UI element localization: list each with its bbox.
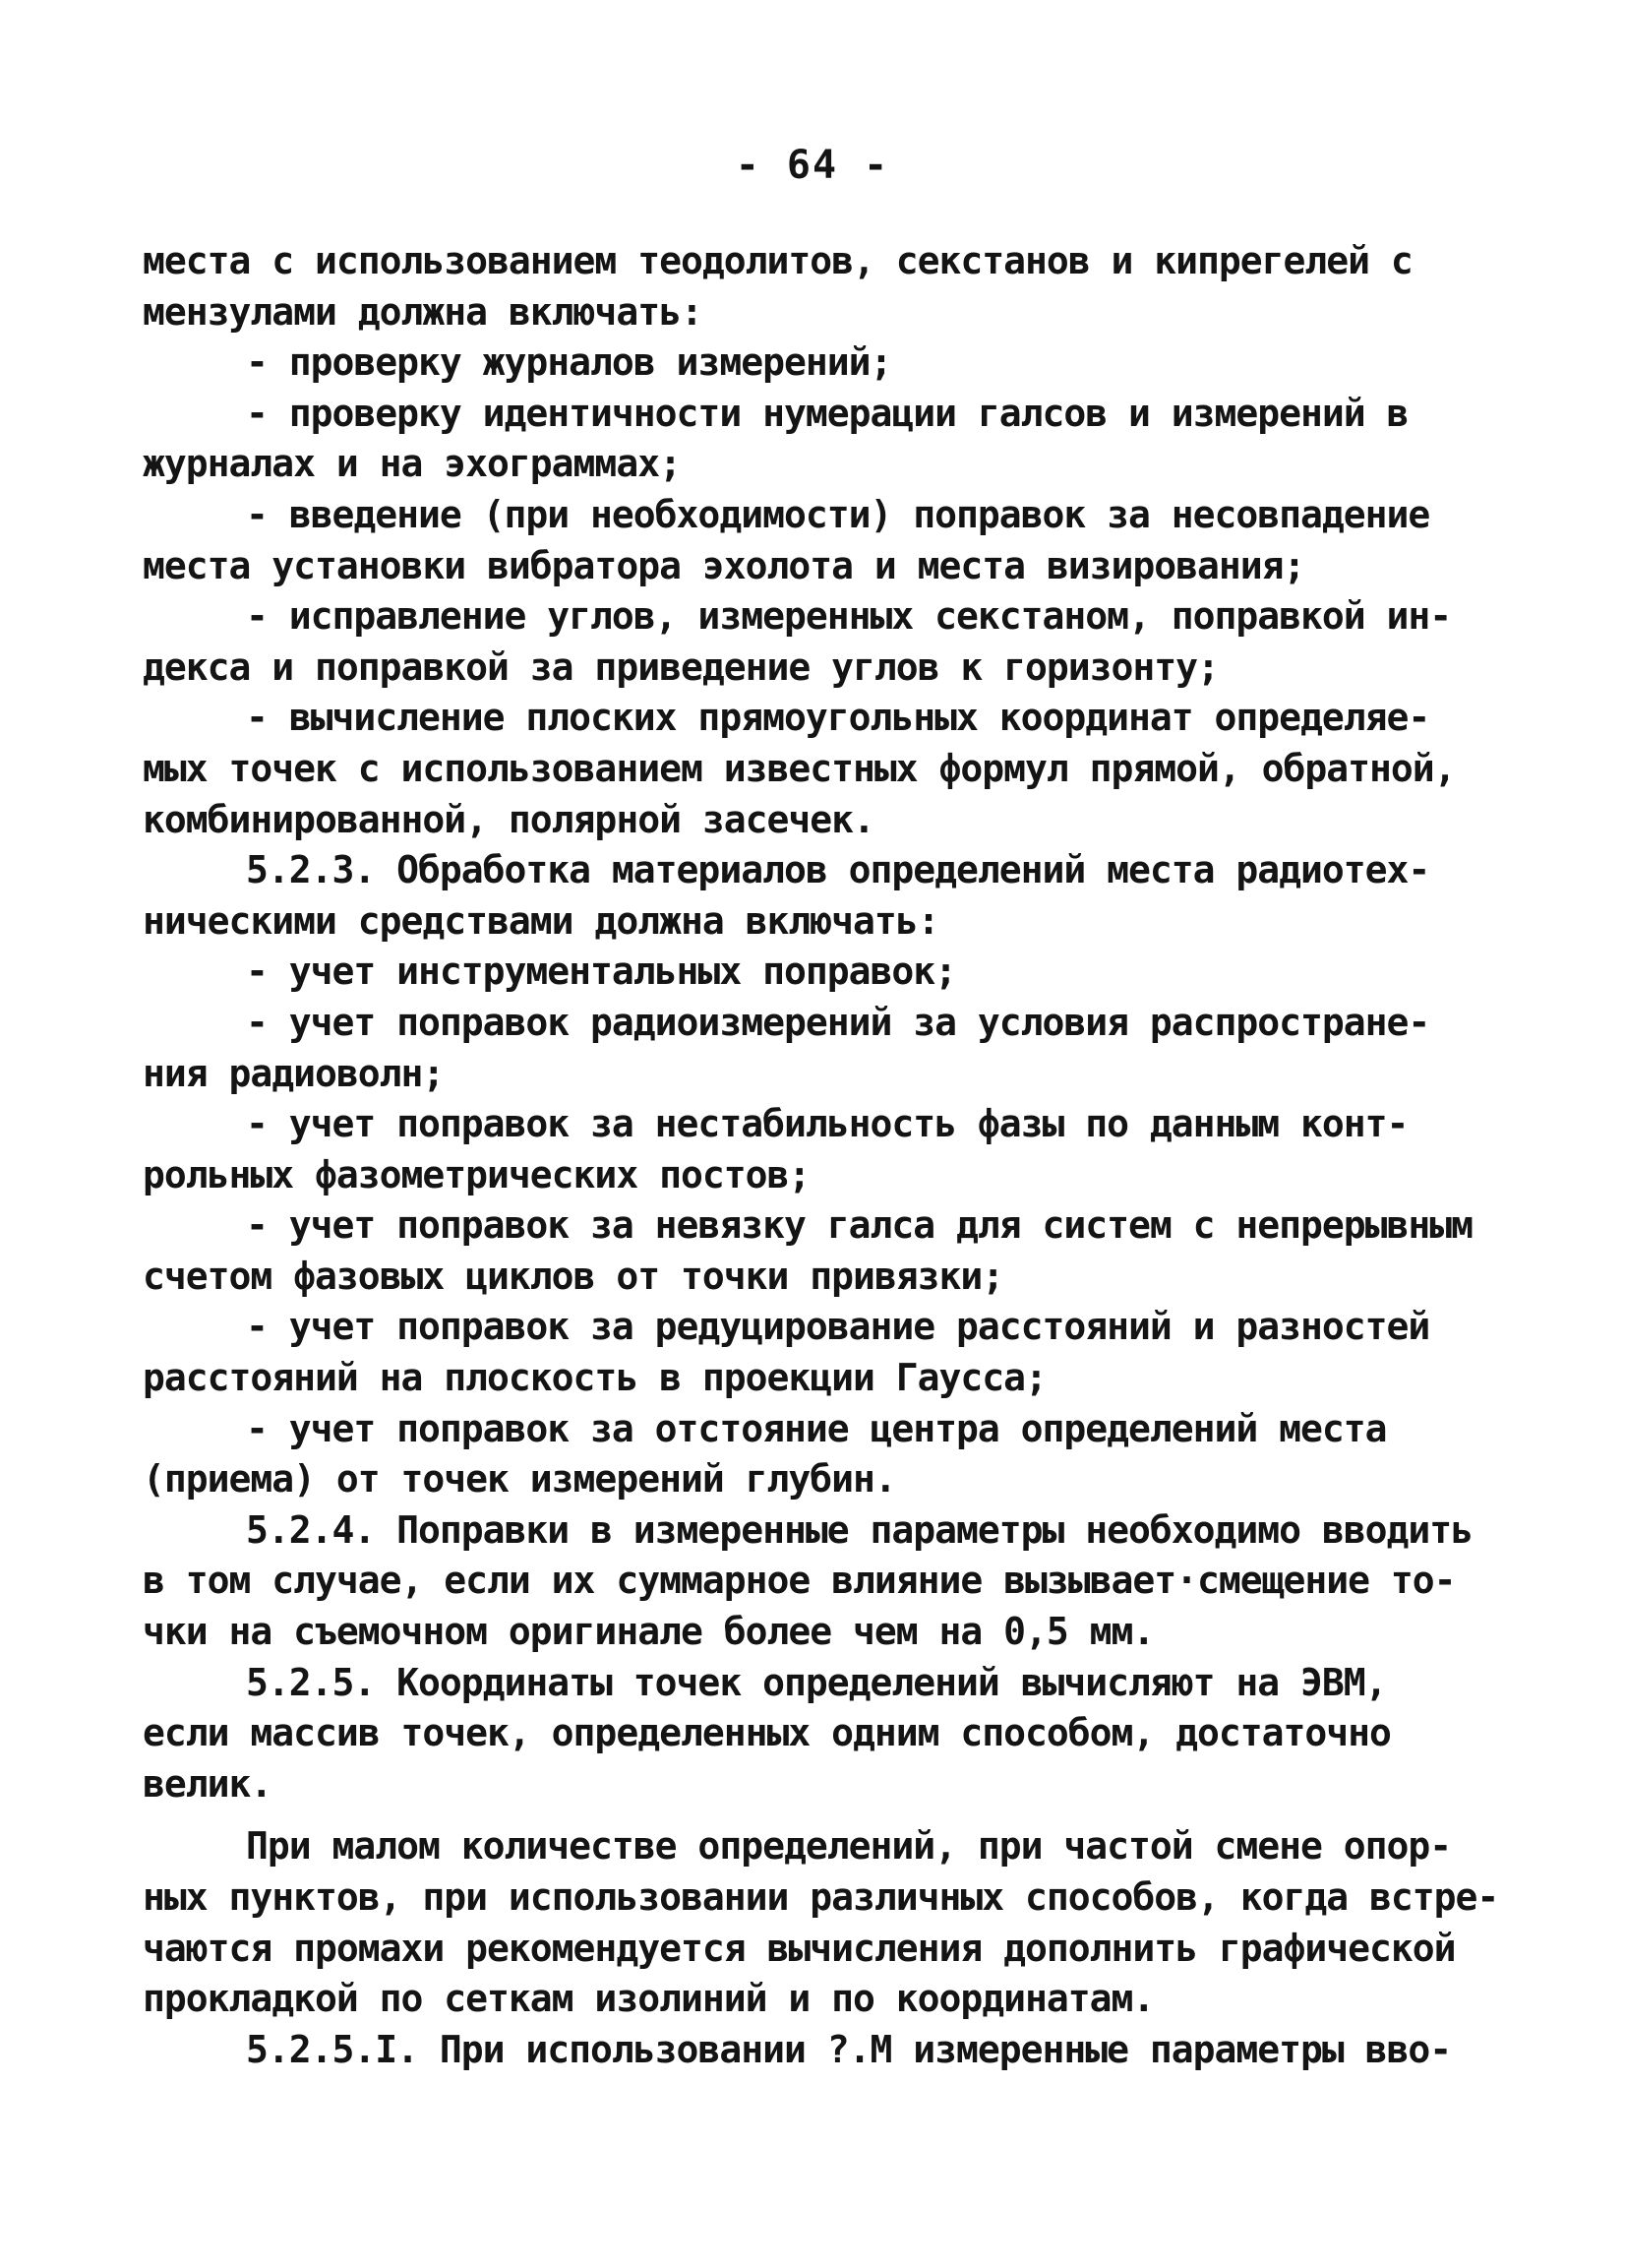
text-line: места установки вибратора эхолота и места визирования; (143, 543, 1305, 587)
section-heading-5-2-3: 5.2.3. Обработка материалов определений места радиотех- (246, 848, 1430, 892)
text-line: декса и поправкой за приведение углов к горизонту; (143, 644, 1219, 689)
list-item: - учет инструментальных поправок; (246, 950, 956, 994)
text-line: если массив точек, определенных одним способом, достаточно (143, 1711, 1391, 1755)
text-line: в том случае, если их суммарное влияние вызывает·смещение то- (143, 1559, 1456, 1603)
text-line: расстояний на плоскость в проекции Гаусса; (143, 1356, 1047, 1400)
page-number: - 64 - (735, 143, 890, 188)
list-item: - учет поправок за редуцирование расстояний и разностей (246, 1305, 1430, 1349)
section-heading-5-2-5-1: 5.2.5.I. При использовании ?.М измеренные параметры вво- (246, 2027, 1452, 2071)
text-line: мензулами должна включать: (143, 289, 702, 334)
list-item: - учет поправок за нестабильность фазы по данным конт- (246, 1102, 1409, 1146)
text-line: ническими средствами должна включать: (143, 898, 939, 943)
text-line: (приема) от точек измерений глубин. (143, 1457, 896, 1502)
body-text (143, 236, 1520, 2075)
text-line: велик. (143, 1761, 272, 1806)
text-line: ния радиоволн; (143, 1051, 445, 1095)
list-item: - проверку журналов измерений; (246, 340, 892, 385)
list-item: - учет поправок радиоизмерений за условия распростране- (246, 1000, 1430, 1044)
text-line: чаются промахи рекомендуется вычисления дополнить графической (143, 1926, 1456, 1970)
text-line: ных пунктов, при использовании различных способов, когда встре- (143, 1875, 1499, 1919)
list-item: - исправление углов, измеренных секстаном, поправкой ин- (246, 594, 1452, 639)
text-line: журналах и на эхограммах; (143, 442, 681, 486)
section-heading-5-2-4: 5.2.4. Поправки в измеренные параметры необходимо вводить (246, 1507, 1474, 1552)
text-line: счетом фазовых циклов от точки привязки; (143, 1254, 1004, 1298)
text-line: рольных фазометрических постов; (143, 1152, 811, 1196)
text-line: чки на съемочном оригинале более чем на 0,5 мм. (143, 1610, 1155, 1654)
paragraph-start: При малом количестве определений, при частой смене опор- (246, 1824, 1452, 1869)
list-item: - введение (при необходимости) поправок за несовпадение (246, 492, 1430, 536)
section-heading-5-2-5: 5.2.5. Координаты точек определений вычисляют на ЭВМ, (246, 1660, 1387, 1704)
text-line: прокладкой по сеткам изолиний и по координатам. (143, 1977, 1155, 2021)
list-item: - учет поправок за отстояние центра определений места (246, 1406, 1387, 1450)
text-line: мых точек с использованием известных формул прямой, обратной, (143, 746, 1456, 790)
text-line: комбинированной, полярной засечек. (143, 797, 874, 841)
list-item: - проверку идентичности нумерации галсов и измерений в (246, 391, 1409, 435)
text-line: места с использованием теодолитов, секстанов и кипрегелей с (143, 239, 1413, 282)
list-item: - учет поправок за невязку галса для систем с непрерывным (246, 1203, 1474, 1248)
list-item: - вычисление плоских прямоугольных координат определяе- (246, 696, 1430, 740)
